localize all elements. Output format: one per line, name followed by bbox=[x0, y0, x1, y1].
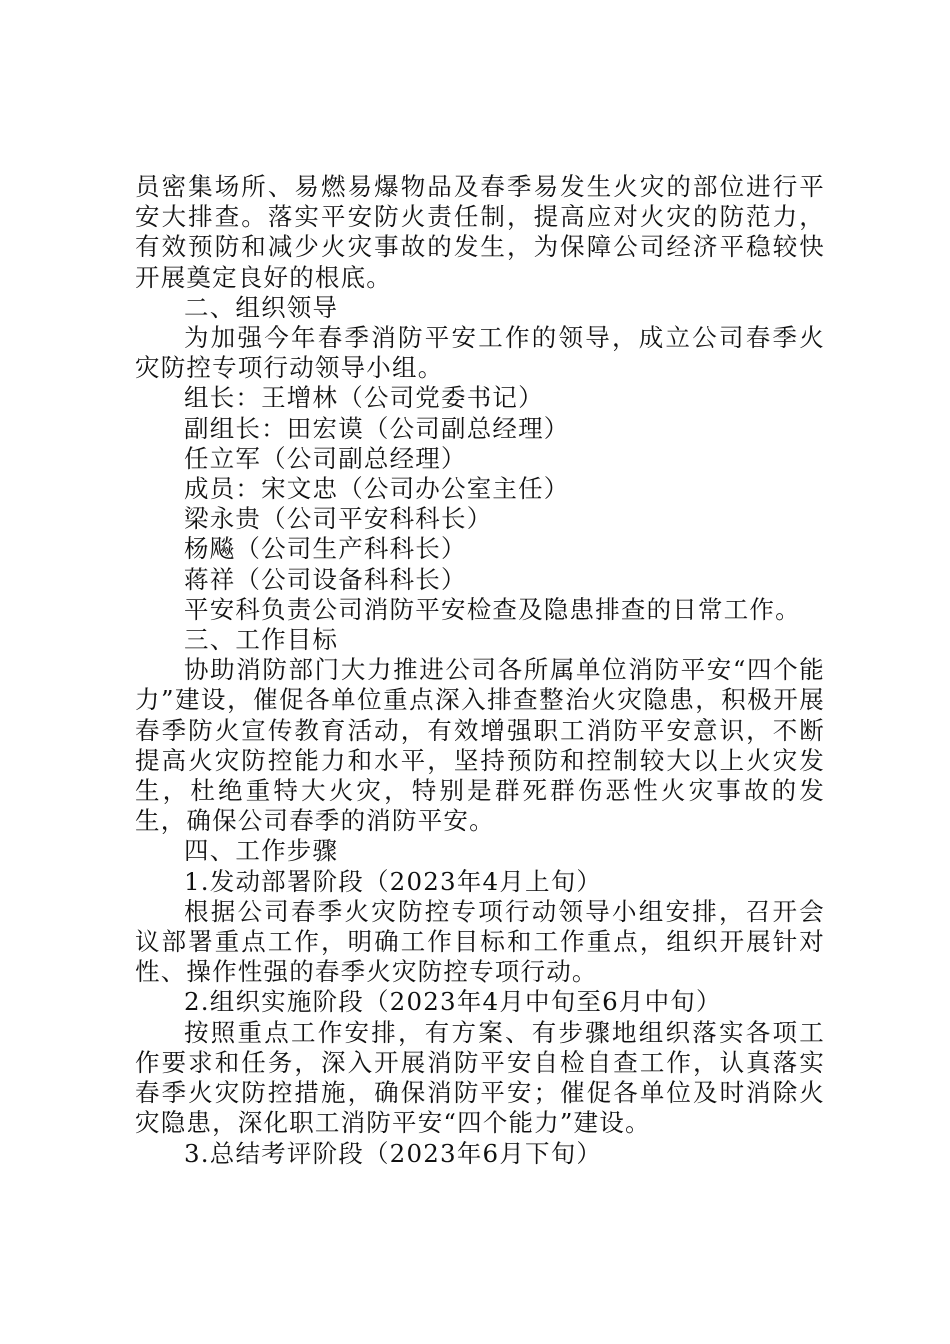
section-heading-steps: 四、工作步骤 bbox=[184, 836, 339, 866]
paragraph-goals: 协助消防部门大力推进公司各所属单位消防平安“四个能力”建设，催促各单位重点深入排查整治火灾隐患，积极开展春季防火宣传教育活动，有效增强职工消防平安意识，不断提高火灾防控能力和水平，坚持预防和控制较大以上火灾发生，杜绝重特大火灾，特别是群死群伤恶性火灾事故的发生，确保公司春季的消防平安。 bbox=[135, 655, 825, 836]
member-leader: 组长：王增林（公司党委书记） bbox=[184, 383, 544, 413]
step-2-body: 按照重点工作安排，有方案、有步骤地组织落实各项工作要求和任务，深入开展消防平安自检自查工作，认真落实春季火灾防控措施，确保消防平安；催促各单位及时消除火灾隐患，深化职工消防平安“四个能力”建设。 bbox=[135, 1017, 825, 1138]
section-heading-goals: 三、工作目标 bbox=[184, 625, 339, 655]
member-2: 梁永贵（公司平安科科长） bbox=[184, 504, 493, 534]
member-4: 蒋祥（公司设备科科长） bbox=[184, 564, 467, 594]
member-deputy-leader-2: 任立军（公司副总经理） bbox=[184, 443, 467, 473]
member-deputy-leader-1: 副组长：田宏谟（公司副总经理） bbox=[184, 413, 570, 443]
paragraph-safety-office: 平安科负责公司消防平安检查及隐患排查的日常工作。 bbox=[184, 594, 801, 624]
member-1: 成员：宋文忠（公司办公室主任） bbox=[184, 474, 570, 504]
paragraph-intro-continued: 员密集场所、易燃易爆物品及春季易发生火灾的部位进行平安大排查。落实平安防火责任制，提高应对火灾的防范力，有效预防和减少火灾事故的发生，为保障公司经济平稳较快开展奠定良好的根底。 bbox=[135, 172, 825, 292]
step-1-body: 根据公司春季火灾防控专项行动领导小组安排，召开会议部署重点工作，明确工作目标和工作重点，组织开展针对性、操作性强的春季火灾防控专项行动。 bbox=[135, 896, 825, 987]
member-3: 杨飚（公司生产科科长） bbox=[184, 534, 467, 564]
document-body bbox=[135, 172, 825, 1169]
section-heading-organization: 二、组织领导 bbox=[184, 292, 339, 322]
step-3-heading: 3.总结考评阶段（2023年6月下旬） bbox=[184, 1138, 603, 1168]
step-1-heading: 1.发动部署阶段（2023年4月上旬） bbox=[184, 866, 603, 896]
step-2-heading: 2.组织实施阶段（2023年4月中旬至6月中旬） bbox=[184, 987, 722, 1017]
paragraph-organization: 为加强今年春季消防平安工作的领导，成立公司春季火灾防控专项行动领导小组。 bbox=[135, 323, 825, 383]
